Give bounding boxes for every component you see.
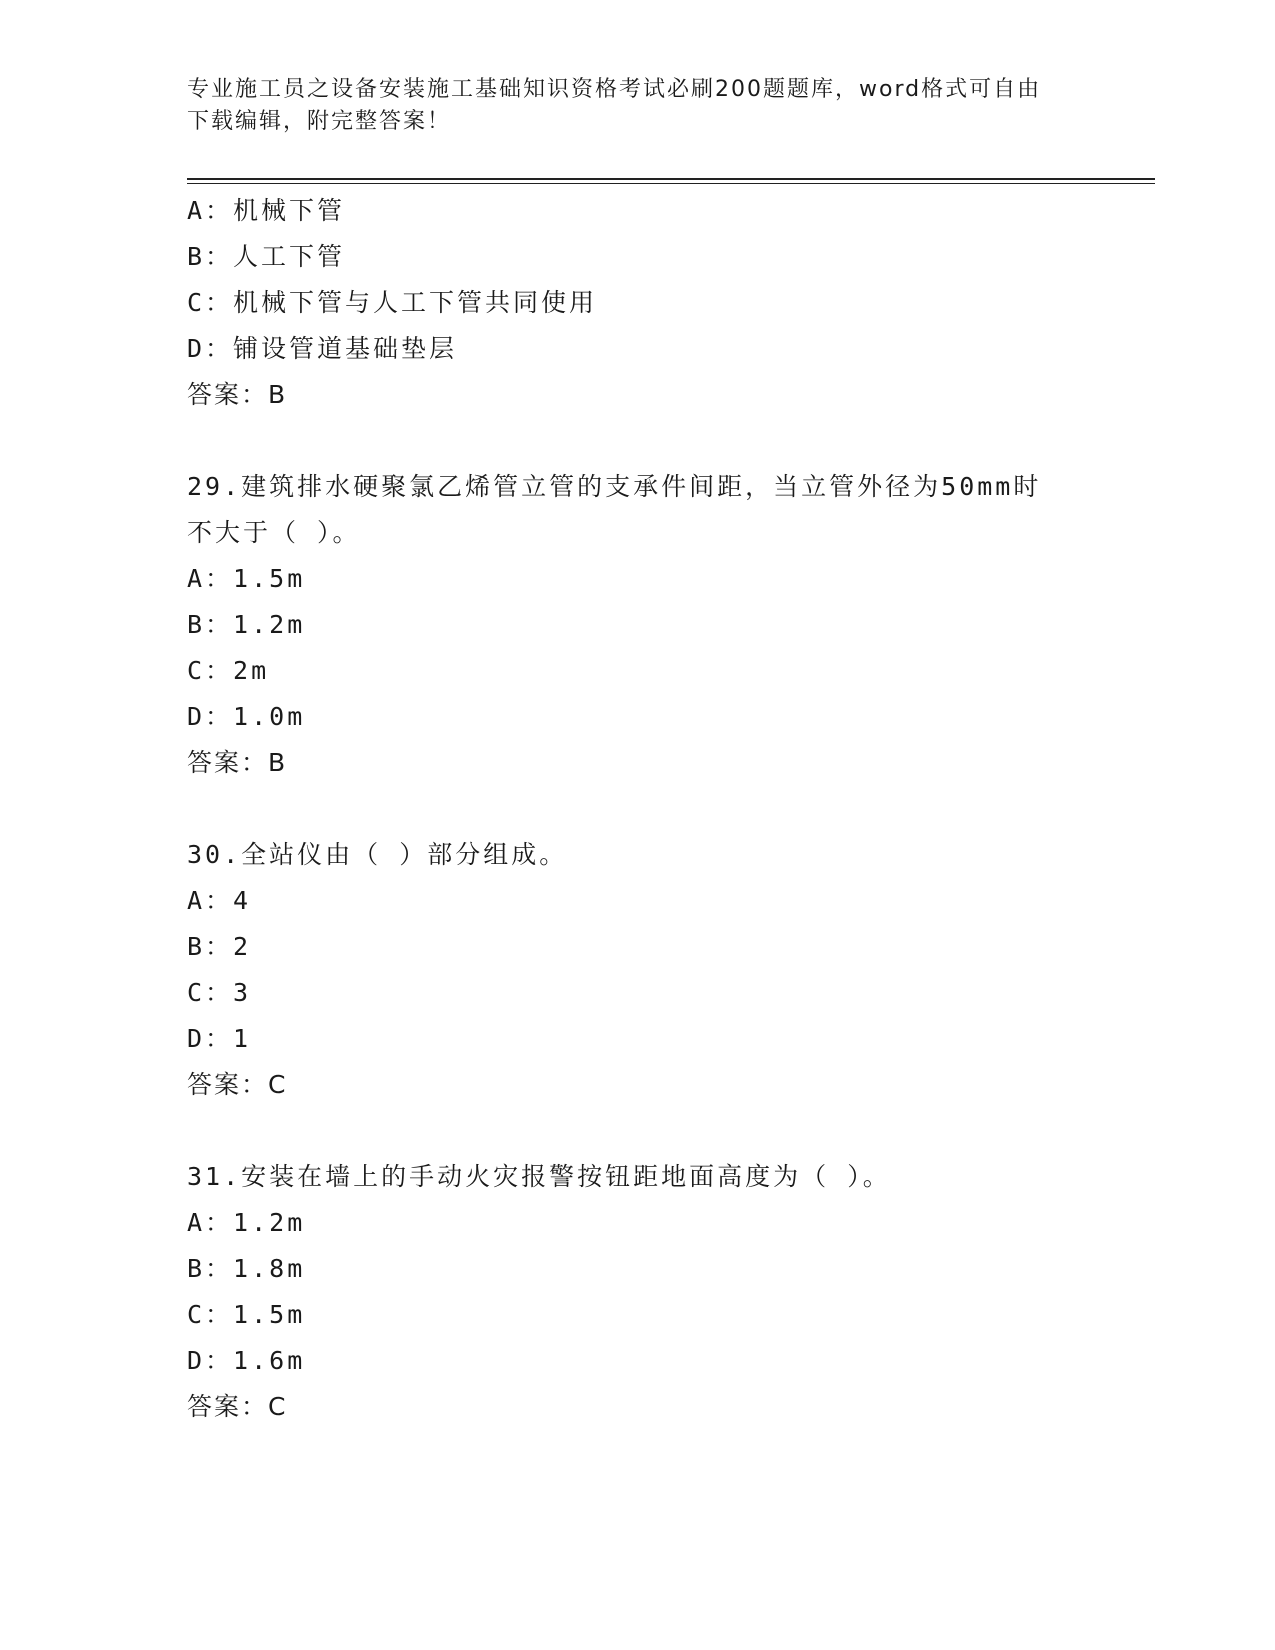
question-29 xyxy=(187,464,1087,786)
option-b: B：1.8m xyxy=(187,1254,306,1283)
header-divider-thick xyxy=(187,178,1155,180)
question-text: 30.全站仪由（ ）部分组成。 xyxy=(187,840,568,869)
answer: 答案：B xyxy=(187,380,288,409)
spacer xyxy=(187,1108,1087,1154)
question-text: 31.安装在墙上的手动火灾报警按钮距地面高度为（ ）。 xyxy=(187,1162,891,1191)
question-text-line-1: 29.建筑排水硬聚氯乙烯管立管的支承件间距，当立管外径为50mm时 xyxy=(187,472,1042,501)
answer: 答案：B xyxy=(187,748,288,777)
header-line-1: 专业施工员之设备安装施工基础知识资格考试必刷200题题库，word格式可自由 xyxy=(187,77,1042,102)
option-c: C：机械下管与人工下管共同使用 xyxy=(187,288,598,317)
option-d: D：铺设管道基础垫层 xyxy=(187,334,458,363)
option-b: B：1.2m xyxy=(187,610,306,639)
question-31 xyxy=(187,1154,1087,1430)
option-a: A：1.2m xyxy=(187,1208,306,1237)
question-30 xyxy=(187,832,1087,1108)
option-d: D：1 xyxy=(187,1024,252,1053)
answer: 答案：C xyxy=(187,1392,288,1421)
question-text-line-2: 不大于（ ）。 xyxy=(187,518,361,547)
option-c: C：1.5m xyxy=(187,1300,306,1329)
option-b: B：2 xyxy=(187,932,252,961)
option-d: D：1.0m xyxy=(187,702,306,731)
question-list xyxy=(187,188,1087,1430)
option-a: A：机械下管 xyxy=(187,196,346,225)
option-a: A：1.5m xyxy=(187,564,306,593)
spacer xyxy=(187,418,1087,464)
option-c: C：3 xyxy=(187,978,252,1007)
option-c: C：2m xyxy=(187,656,270,685)
header-line-2: 下载编辑，附完整答案！ xyxy=(187,109,452,134)
option-b: B：人工下管 xyxy=(187,242,346,271)
document-header xyxy=(187,74,1087,138)
option-a: A：4 xyxy=(187,886,252,915)
answer: 答案：C xyxy=(187,1070,288,1099)
header-divider-thin xyxy=(187,183,1155,184)
question-28 xyxy=(187,188,1087,418)
spacer xyxy=(187,786,1087,832)
option-d: D：1.6m xyxy=(187,1346,306,1375)
